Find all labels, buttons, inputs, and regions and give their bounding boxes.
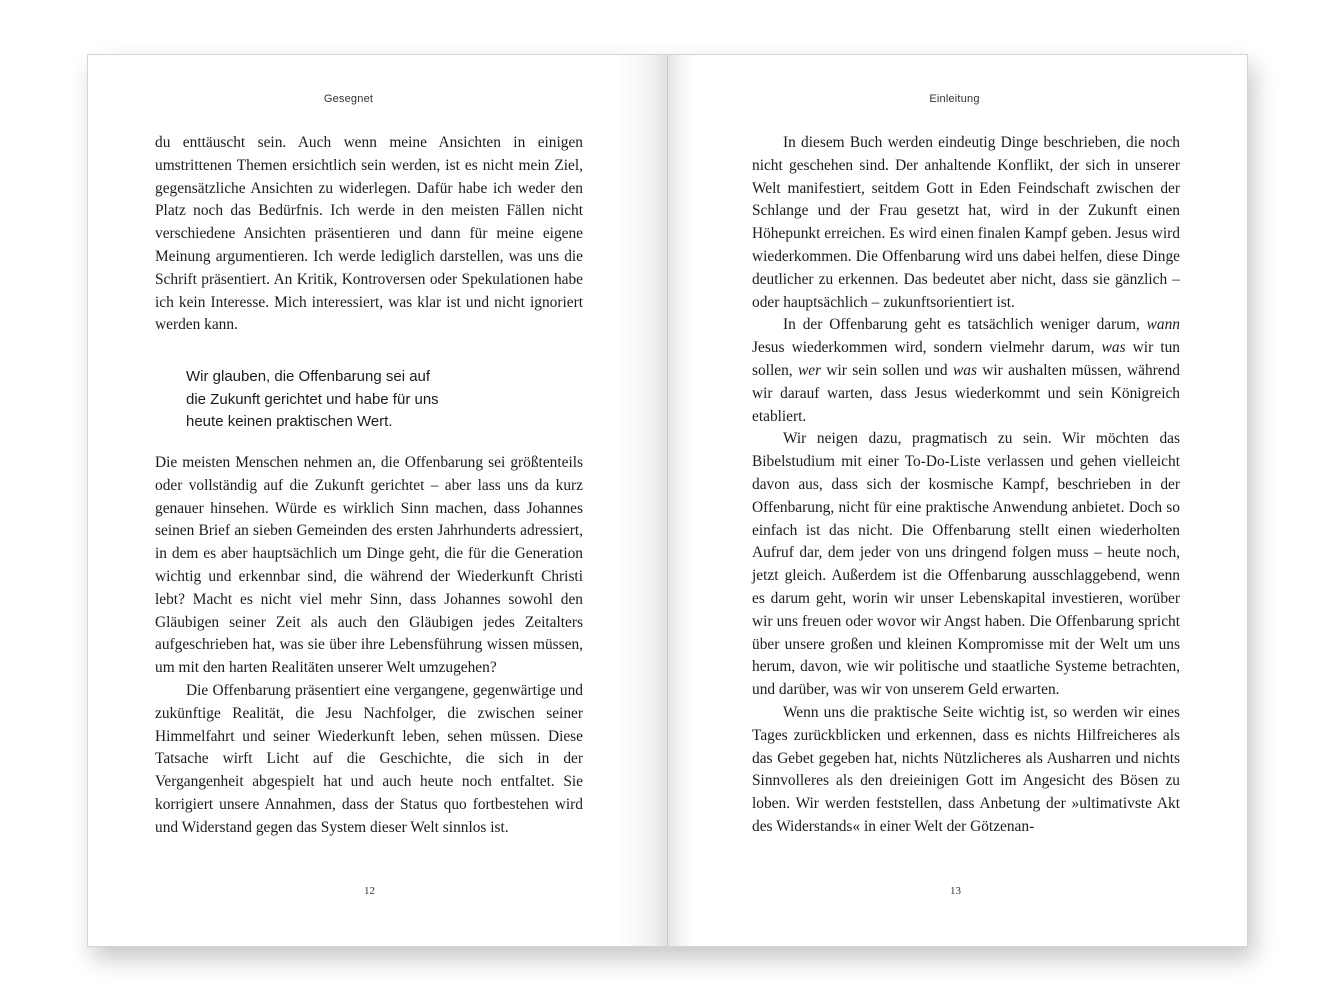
paragraph: Wenn uns die praktische Seite wichtig ist, so werden wir eines Tages zurückblicken und erkennen, dass es nichts Hilfreicheres als das Gebet gegeben hat, nichts Nützlicheres als Ausharren und nichts Sinnvolleres als den dreieinigen Gott im Angesicht des Bösen zu loben. Wir werden feststellen, dass Anbetung der »ultimativste Akt des Widerstands« in einer Welt der Götzenan-	[752, 703, 1180, 835]
running-head: Einleitung	[929, 93, 980, 105]
paragraph: Die meisten Menschen nehmen an, die Offenbarung sei größtenteils oder vollständig auf die Zukunft gerichtet – aber lass uns da kurz genauer hinsehen. Würde es wirklich Sinn machen, dass Johannes seinen Brief an sieben Gemeinden des ersten Jahrhunderts adressiert, in dem es aber hauptsächlich um Dinge geht, die für die Generation wichtig und erkennbar sind, die während der Wiederkunft Christi lebt? Macht es nicht viel mehr Sinn, dass Johannes sowohl den Gläubigen seiner Zeit als auch den Gläubigen jedes Zeitalters aufgeschrieben hat, was sie über ihre Lebensführung wissen müssen, um mit den harten Realitäten unserer Welt umzugehen?	[155, 454, 583, 677]
text-run: wir tun sollen,	[752, 339, 1180, 379]
pull-quote-line: die Zukunft gerichtet und habe für uns	[186, 390, 439, 408]
emphasis: wer	[797, 361, 822, 379]
right-page	[668, 55, 1247, 946]
paragraph: du enttäuscht sein. Auch wenn meine Ansichten in einigen umstrittenen Themen ersichtlich sein werden, ist es nicht mein Ziel, gegensätzliche Ansichten zu widerlegen. Dafür habe ich weder den Platz noch das Bedürfnis. Ich werde in den meisten Fällen nicht verschiedene Ansichten präsentieren und dann für meine eigene Meinung argumentieren. Ich werde lediglich darstellen, was uns die Schrift präsentiert. An Kritik, Kontroversen oder Spekulationen habe ich kein Interesse. Mich interessiert, was klar ist und nicht ignoriert werden kann.	[155, 134, 583, 334]
pull-quote-line: heute keinen praktischen Wert.	[186, 413, 393, 430]
paragraph: Die Offenbarung präsentiert eine vergangene, gegenwärtige und zukünftige Realität, die Jesu Nachfolger, die zwischen seiner Himmelfahrt und seiner Wiederkunft leben, sehen müssen. Diese Tatsache wirft Licht auf die Geschichte, die sich in der Vergangenheit abgespielt hat und auch heute noch entfaltet. Sie korrigiert unsere Annahmen, dass der Status quo fortbestehen wird und Widerstand gegen das System dieser Welt sinnlos ist.	[155, 681, 583, 836]
running-head: Gesegnet	[323, 93, 374, 105]
emphasis: was	[1101, 339, 1126, 357]
emphasis: wann	[1146, 316, 1180, 334]
text-run: Jesus wiederkommen wird, sondern vielmehr darum,	[752, 339, 1102, 357]
page-number: 13	[950, 885, 961, 897]
paragraph	[752, 314, 1180, 428]
paragraph: Wir neigen dazu, pragmatisch zu sein. Wir möchten das Bibelstudium mit einer To-Do-Liste verlassen und gehen vielleicht davon aus, dass sich der kosmische Kampf, beschrieben in der Offenbarung, nicht für eine praktische Anwendung anbietet. Doch so einfach ist das nicht. Die Offenbarung stellt einen wiederholten Aufruf dar, dem jeder von uns dringend folgen muss – heute noch, jetzt gleich. Außerdem ist die Offenbarung ausschlaggebend, wenn es darum geht, worin wir unser Lebenskapital investieren, worüber wir uns freuen oder wovor wir Angst haben. Die Offenbarung spricht über unsere großen und kleinen Kompromisse mit der Welt um uns herum, davon, wie wir politische und staatliche Systeme betrachten, und darüber, was wir von unserem Geld erwarten.	[752, 430, 1180, 699]
body-text-lower	[155, 452, 583, 840]
text-run: In der Offenbarung geht es tatsächlich weniger darum,	[783, 316, 1147, 334]
left-page	[88, 55, 667, 946]
page-number: 12	[364, 885, 375, 897]
gutter-shadow	[668, 55, 694, 946]
paragraph: In diesem Buch werden eindeutig Dinge beschrieben, die noch nicht geschehen sind. Der anhaltende Konflikt, der sich in unserer Welt manifestiert, seitdem Gott in Eden Feindschaft zwischen der Schlange und der Frau gesetzt hat, wird in der Zukunft einen Höhepunkt erreichen. Es wird einen finalen Kampf geben. Jesus wird wiederkommen. Die Offenbarung wird uns dabei helfen, diese Dinge deutlicher zu erkennen. Das bedeutet aber nicht, dass sie gänzlich – oder hauptsächlich – zukunftsorientiert ist.	[752, 134, 1180, 311]
pull-quote	[186, 366, 506, 434]
body-text	[752, 132, 1180, 839]
text-run: wir sein sollen und	[821, 361, 953, 379]
text-run: wir aushalten müssen, während wir darauf warten, dass Jesus wiederkommt und sein Königreich etabliert.	[752, 361, 1180, 425]
paragraph-continued	[155, 132, 583, 337]
book-spread	[87, 54, 1248, 947]
emphasis: was	[952, 361, 977, 379]
gutter-shadow	[617, 55, 667, 946]
pull-quote-line: Wir glauben, die Offenbarung sei auf	[186, 368, 431, 385]
